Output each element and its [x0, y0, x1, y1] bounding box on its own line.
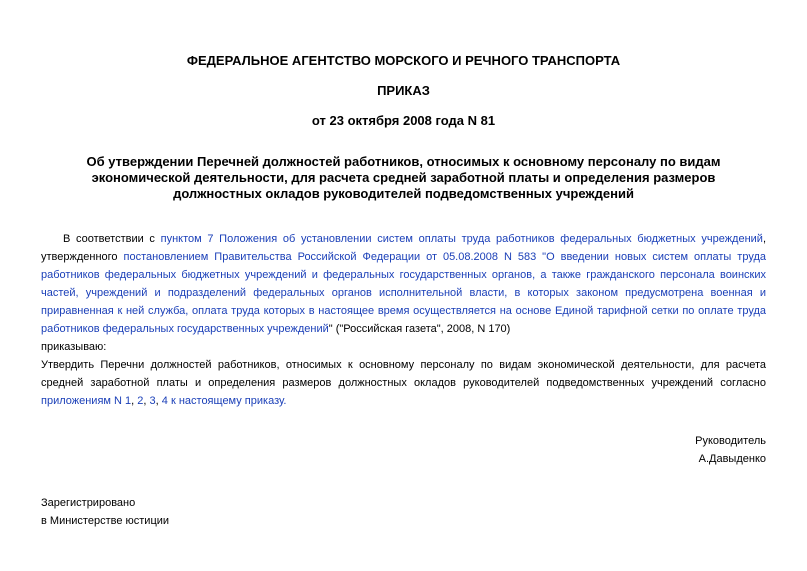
preamble-text-3: " ("Российская газета", 2008, N 170) [328, 323, 511, 335]
signatory-name: А.Давыденко [698, 453, 766, 465]
registration-line-2: в Министерстве юстиции [41, 515, 170, 527]
order-paragraph [41, 356, 766, 410]
link-appendix-3[interactable]: 3 [149, 395, 156, 407]
order-text-1: Утвердить Перечни должностей работников, относимых к основному персоналу по видам экономической деятельности, для расчета средней заработной платы и определения размеров должностных окладов руководителей подведомственных учреждений согласно [41, 359, 766, 389]
link-appendix-2[interactable]: 2 [137, 395, 144, 407]
order-separator: , [155, 395, 162, 407]
link-government-decree-583[interactable]: постановлением Правительства Российской Федерации от 05.08.2008 N 583 "О введении новых систем оплаты труда работников федеральных бюджетных учреждений и федеральных государственных органов, а также гражданского персонала воинских частей, учреждений и подразделений федеральных органов исполнительной власти, в которых законом предусмотрена военная и приравненная к ней служба, оплата труда которых в настоящее время осуществляется на основе Единой тарифной сетки по оплате труда работников федеральных государственных учреждений [41, 251, 766, 335]
order-text-2: к настоящему приказу. [167, 395, 287, 407]
registration-line-1: Зарегистрировано [41, 497, 136, 509]
link-appendix-1[interactable]: приложениям N 1 [41, 395, 132, 407]
document-date-number: от 23 октября 2008 года N 81 [311, 113, 496, 128]
signatory-position: Руководитель [695, 435, 766, 447]
document-type-heading: ПРИКАЗ [377, 83, 430, 98]
link-regulation-point-7[interactable]: пунктом 7 Положения об установлении систем оплаты труда работников федеральных бюджетных учреждений [160, 233, 763, 245]
agency-heading: ФЕДЕРАЛЬНОЕ АГЕНТСТВО МОРСКОГО И РЕЧНОГО ТРАНСПОРТА [186, 53, 621, 68]
order-separator: , [131, 395, 138, 407]
order-verb: приказываю: [41, 341, 107, 353]
document-title: Об утверждении Перечней должностей работников, относимых к основному персоналу по видам экономической деятельности, для расчета средней заработной платы и определения размеров должностных окладов руководителей подведомственных учреждений [86, 154, 721, 201]
link-appendix-4[interactable]: 4 [161, 395, 168, 407]
preamble-text-2: , утвержденного [41, 233, 767, 263]
preamble-text-1: В соответствии с [63, 233, 161, 245]
preamble-paragraph [41, 230, 766, 338]
order-separator: , [143, 395, 150, 407]
